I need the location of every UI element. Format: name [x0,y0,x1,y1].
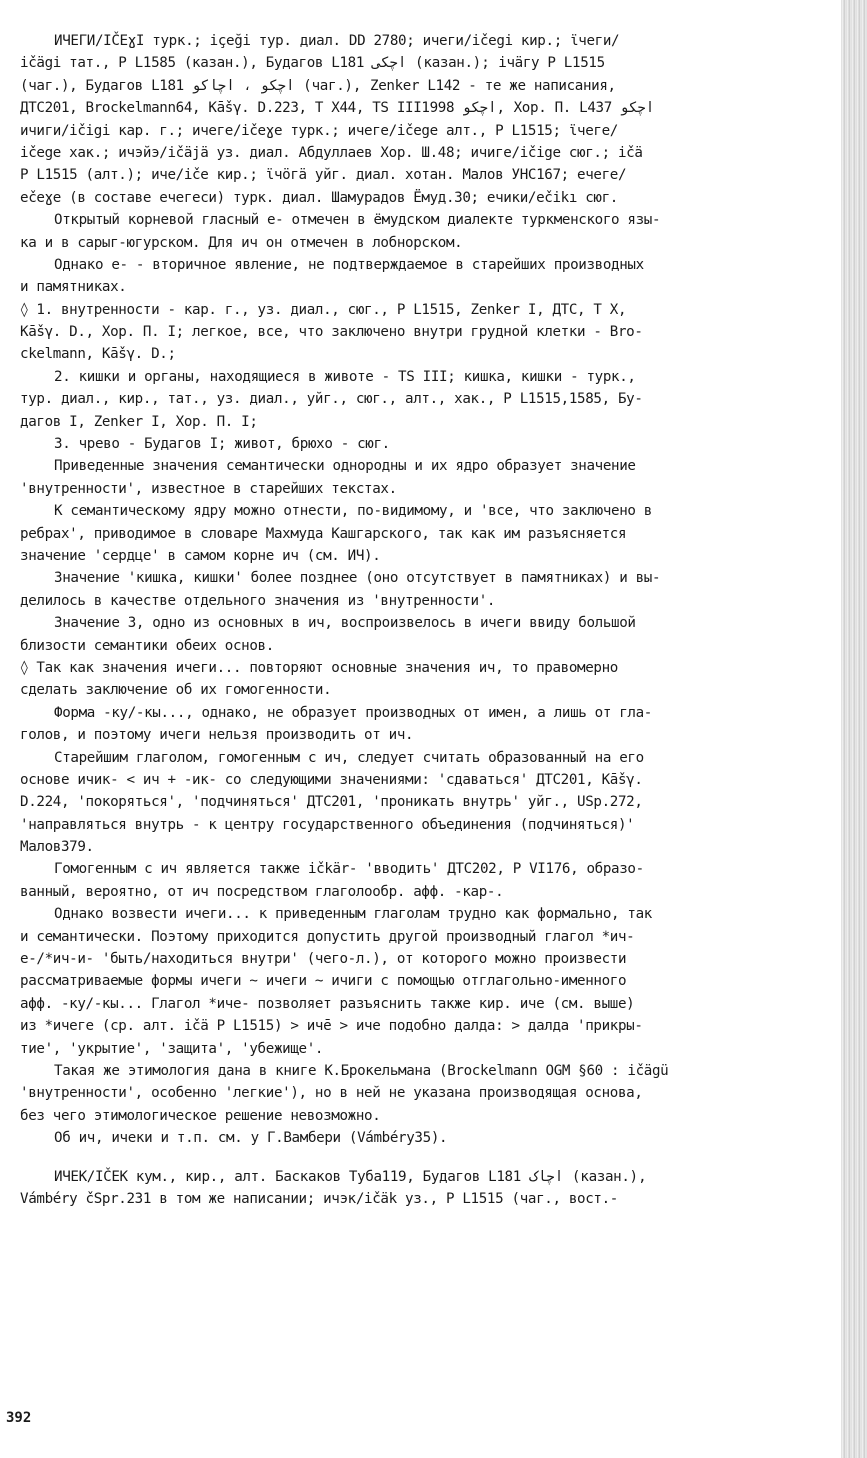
text-line: Vámbéry čSpr.231 в том же написании; ичэк/ičäk уз., Р L1515 (чаг., вост.- [20,1190,618,1207]
text-line: Старейшим глаголом, гомогенным с ич, следует считать образованный на его [54,749,644,766]
paragraph [20,209,835,254]
text-line: Гомогенным с ич является также ičkär- 'вводить' ДТС202, Р VI176, образо- [54,861,644,878]
paragraph [20,702,835,747]
text-line: Однако возвести ичеги... к приведенным глаголам трудно как формально, так [54,906,652,923]
dictionary-text [20,30,835,1210]
text-line: голов, и поэтому ичеги нельзя производить от ич. [20,727,414,744]
text-line: Р L1515 (алт.); иче/iče кир.; ɩ̈чöгä уйг. диал. хотан. Малов УНС167; ечеге/ [20,167,627,184]
text-line: ванный, вероятно, от ич посредством глаголообр. афф. -кар-. [20,883,504,900]
text-line: ДТС201, Brockelmann64, Kāšγ. D.223, Т X44, TS III1998 اچکو, Хор. П. L437 اچکو [20,100,655,117]
text-line: близости семантики обеих основ. [20,637,274,654]
text-line: ◊ 1. внутренности - кар. г., уз. диал., сюг., Р L1515, Zenker I, ДТС, Т X, [20,301,627,318]
text-line: Однако е- - вторичное явление, не подтверждаемое в старейших производных [54,256,644,273]
text-line: Значение 3, одно из основных в ич, воспроизвелось в ичеги ввиду большой [54,615,636,632]
text-line: 'направляться внутрь - к центру государственного объединения (подчиняться)' [20,816,635,833]
paragraph [20,433,835,455]
text-line: ičege хак.; ичэйэ/ičäjä уз. диал. Абдуллаев Хор. Ш.48; ичиге/ičige сюг.; ičä [20,144,643,161]
text-line: ičägi тат., Р L1585 (казан.), Будагов L181 اچکی (казан.); iчäгу Р L1515 [20,55,605,72]
text-line: Значение 'кишка, кишки' более позднее (оно отсутствует в памятниках) и вы- [54,570,661,587]
paragraph [20,567,835,612]
text-line: из *ичеге (ср. алт. ičä Р L1515) > ичē > иче подобно далда: > далда 'прикры- [20,1018,643,1035]
text-line: Об ич, ичеки и т.п. см. у Г.Вамбери (Vámbéry35). [54,1130,448,1147]
text-line: е-/*ич-и- 'быть/находиться внутри' (чего-л.), от которого можно произвести [20,951,627,968]
text-line: без чего этимологическое решение невозможно. [20,1107,381,1124]
paragraph [20,500,835,567]
text-line: К семантическому ядру можно отнести, по-видимому, и 'все, что заключено в [54,503,652,520]
text-line: Kāšγ. D., Хор. П. I; легкое, все, что заключено внутри грудной клетки - Bro- [20,324,643,341]
entry-icheg-header [20,30,835,209]
entry-ichek-header [20,1166,835,1211]
text-line: 'внутренности', известное в старейших текстах. [20,480,397,497]
text-line: афф. -ку/-кы... Глагол *иче- позволяет разъяснить также кир. иче (см. выше) [20,995,635,1012]
text-line: ckelmann, Kāšγ. D.; [20,346,176,363]
text-line: Приведенные значения семантически однородны и их ядро образует значение [54,458,636,475]
text-line: D.224, 'покоряться', 'подчиняться' ДТС201, 'проникать внутрь' уйг., USp.272, [20,794,643,811]
text-line: ичиги/ičigi кар. г.; ичеге/ičeɣe турк.; ичеге/ičege алт., Р L1515; ɩ̈чеге/ [20,122,618,139]
paragraph [20,1127,835,1149]
text-line: делилось в качестве отдельного значения из 'внутренности'. [20,592,496,609]
text-line: 'внутренности', особенно 'легкие'), но в ней не указана производящая основа, [20,1085,643,1102]
paragraph [20,858,835,903]
page-number: 392 [6,1410,32,1426]
scan-edge-shadow [841,0,867,1458]
text-line: рассматриваемые формы ичеги ~ ичеги ~ ичиги с помощью отглагольно-именного [20,973,627,990]
paragraph [20,747,835,859]
text-line: сделать заключение об их гомогенности. [20,682,332,699]
text-line: 3. чрево - Будагов I; живот, брюхо - сюг. [54,436,390,453]
text-line: Малов379. [20,839,94,856]
text-line: ečeɣe (в составе ечегеси) турк. диал. Шамурадов Ёмуд.30; ечики/ečikı сюг. [20,189,618,206]
paragraph [20,1060,835,1127]
text-line: ИЧЕК/ІČЕК кум., кир., алт. Баскаков Туба119, Будагов L181 اچاک (казан.), [54,1168,647,1185]
text-line: Форма -ку/-кы..., однако, не образует производных от имен, а лишь от гла- [54,704,652,721]
text-line: Такая же этимология дана в книге К.Брокельмана (Brockelmann OGM §60 : ičägü [54,1062,669,1079]
text-line: и памятниках. [20,279,127,296]
paragraph [20,903,835,1060]
text-line: тие', 'укрытие', 'защита', 'убежище'. [20,1040,324,1057]
text-line: ка и в сарыг-югурском. Для ич он отмечен в лобнорском. [20,234,463,251]
text-line: дагов I, Zenker I, Хор. П. I; [20,413,258,430]
text-line: (чаг.), Будагов L181 اچکو ، اچاکو (чаг.), Zenker L142 - те же написания, [20,77,616,94]
text-line: 2. кишки и органы, находящиеся в животе - TS III; кишка, кишки - турк., [54,368,636,385]
paragraph [20,455,835,500]
text-line: ◊ Так как значения ичеги... повторяют основные значения ич, то правомерно [20,659,618,676]
text-line: тур. диал., кир., тат., уз. диал., уйг., сюг., алт., хак., Р L1515,1585, Бу- [20,391,643,408]
text-line: и семантически. Поэтому приходится допустить другой производный глагол *ич- [20,928,635,945]
text-line: ребрах', приводимое в словаре Махмуда Кашгарского, так как им разъясняется [20,525,627,542]
paragraph [20,299,835,366]
text-line: основе ичик- < ич + -ик- со следующими значениями: 'сдаваться' ДТС201, Kāšγ. [20,771,643,788]
paragraph [20,254,835,299]
paragraph [20,612,835,657]
paragraph [20,657,835,702]
text-line: ИЧЕГИ/ІČЕɣІ турк.; içeği тур. диал. DD 2780; ичеги/ičegi кир.; ɩ̈чеги/ [54,33,620,49]
text-line: значение 'сердце' в самом корне ич (см. ИЧ). [20,547,381,564]
paragraph [20,366,835,433]
text-line: Открытый корневой гласный е- отмечен в ёмудском диалекте туркменского язы- [54,212,661,229]
